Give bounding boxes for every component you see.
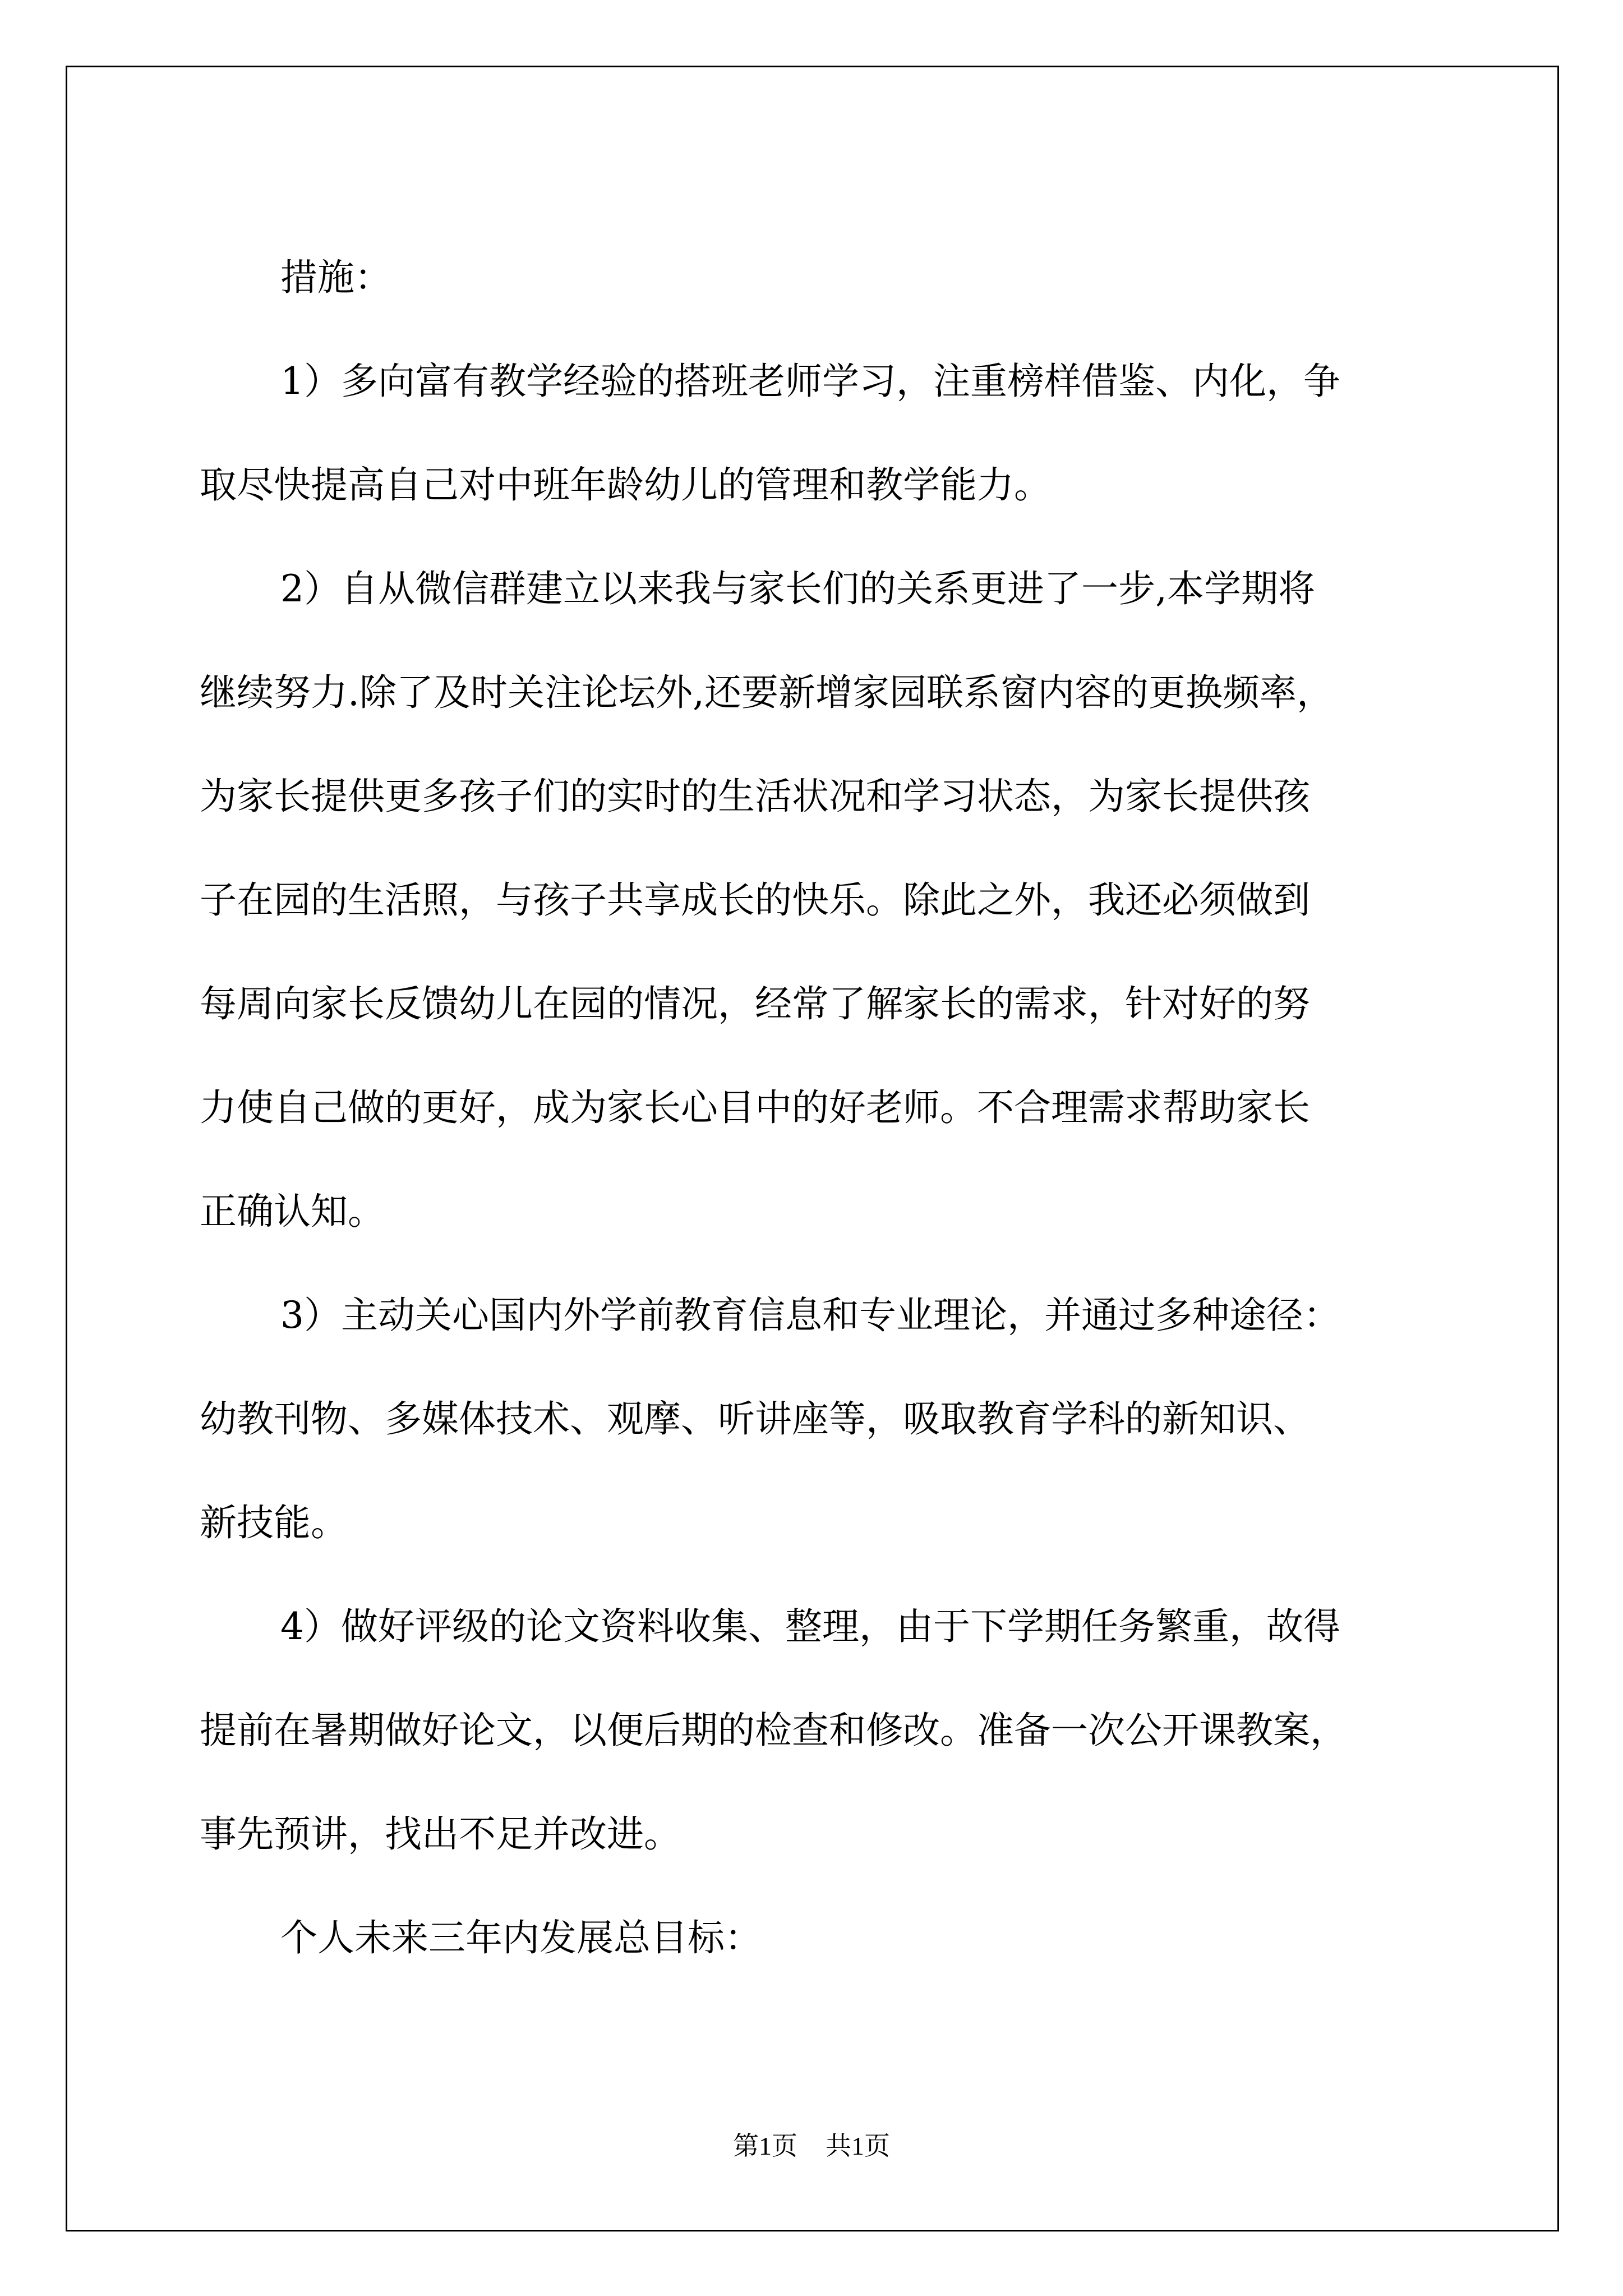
paragraph-line: 正确认知。 — [200, 1190, 385, 1233]
paragraph-line: 子在园的生活照，与孩子共享成长的快乐。除此之外，我还必须做到 — [200, 878, 1310, 922]
paragraph-line: 力使自己做的更好，成为家长心目中的好老师。不合理需求帮助家长 — [200, 1086, 1310, 1129]
document-body — [200, 226, 1428, 1990]
page-number-total: 共1页 — [826, 2132, 890, 2160]
paragraph-line: 幼教刊物、多媒体技术、观摩、听讲座等，吸取教育学科的新知识、 — [200, 1397, 1310, 1441]
paragraph-line: 每周向家长反馈幼儿在园的情况，经常了解家长的需求，针对好的努 — [200, 982, 1310, 1025]
paragraph-line: 1）多向富有教学经验的搭班老师学习，注重榜样借鉴、内化，争 — [280, 360, 1340, 403]
paragraph-line: 新技能。 — [200, 1501, 348, 1544]
paragraph-line: 3）主动关心国内外学前教育信息和专业理论，并通过多种途径： — [280, 1294, 1340, 1337]
paragraph-line: 取尽快提高自己对中班年龄幼儿的管理和教学能力。 — [200, 463, 1051, 507]
paragraph-line: 2）自从微信群建立以来我与家长们的关系更进了一步,本学期将 — [280, 567, 1315, 610]
page-footer — [0, 2129, 1623, 2163]
heading-measures: 措施： — [280, 256, 391, 299]
paragraph-line: 继续努力.除了及时关注论坛外,还要新增家园联系窗内容的更换频率， — [200, 671, 1334, 714]
heading-goal: 个人未来三年内发展总目标： — [280, 1916, 762, 1959]
paragraph-line: 4）做好评级的论文资料收集、整理，由于下学期任务繁重，故得 — [280, 1605, 1340, 1648]
page-number-current: 第1页 — [733, 2132, 797, 2160]
paragraph-line: 事先预讲，找出不足并改进。 — [200, 1812, 681, 1856]
paragraph-line: 为家长提供更多孩子们的实时的生活状况和学习状态，为家长提供孩 — [200, 775, 1310, 818]
paragraph-line: 提前在暑期做好论文，以便后期的检查和修改。准备一次公开课教案， — [200, 1709, 1347, 1752]
